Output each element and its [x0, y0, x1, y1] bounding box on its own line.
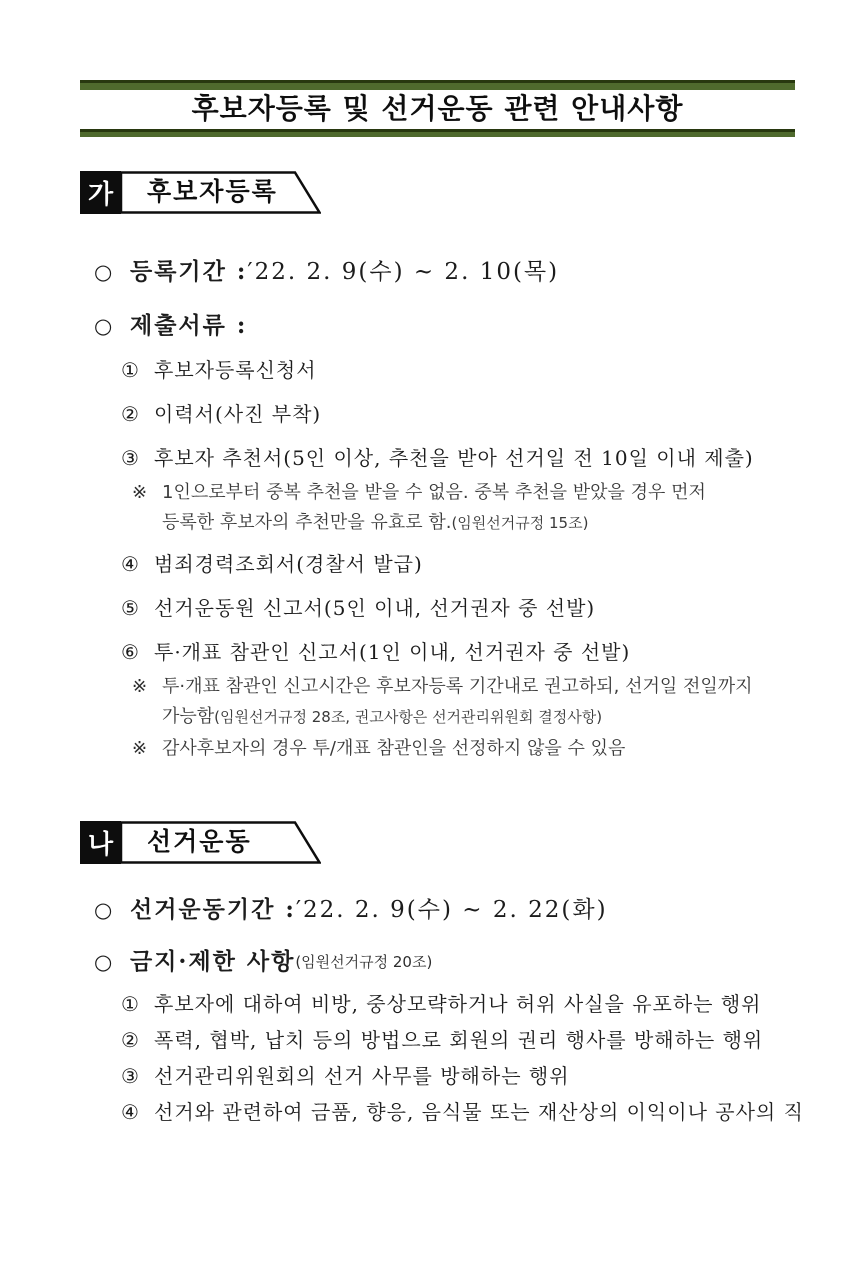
- regulation-reference: (임원선거규정 28조, 권고사항은 선거관리위원회 결정사항): [214, 708, 603, 726]
- document-item-2: [80, 400, 795, 428]
- section-a-banner: [121, 171, 321, 214]
- prohibition-item-3: [80, 1062, 795, 1090]
- item-text: 후보자에 대하여 비방, 중상모략하거나 허위 사실을 유포하는 행위: [154, 992, 762, 1016]
- prohibition-item-4: [80, 1098, 804, 1126]
- prohibited-matters-label: 금지·제한 사항: [130, 948, 296, 975]
- note-observer-report-time: [80, 672, 795, 732]
- prohibition-item-2: [80, 1026, 795, 1054]
- circle-bullet-icon: ○: [94, 950, 115, 974]
- note-text: 1인으로부터 중복 추천을 받을 수 없음. 중복 추천을 받았을 경우 먼저 등록한 후보자의 추천만을 유효로 함.(임원선거규정 15조): [162, 482, 706, 533]
- section-a-header: [80, 171, 795, 214]
- registration-period-row: [80, 256, 795, 288]
- reference-mark-icon: ※: [132, 738, 148, 759]
- regulation-reference: (임원선거규정 15조): [451, 514, 589, 532]
- item-text: 후보자등록신청서: [154, 358, 317, 382]
- note-text: 감사후보자의 경우 투/개표 참관인을 선정하지 않을 수 있음: [162, 738, 626, 759]
- regulation-reference: (임원선거규정 20조): [295, 953, 433, 971]
- campaign-period-value: ′22. 2. 9(수) ~ 2. 22(화): [295, 897, 608, 923]
- section-b-badge: 나: [80, 821, 121, 864]
- document-item-4: [80, 550, 795, 578]
- document-item-1: [80, 356, 795, 384]
- item-text: 후보자 추천서(5인 이상, 추천을 받아 선거일 전 10일 이내 제출): [154, 446, 754, 470]
- prohibited-matters-row: [80, 946, 795, 978]
- title-rule-top: [80, 80, 795, 90]
- document-item-5: [80, 594, 795, 622]
- title-rule-bottom: [80, 129, 795, 137]
- item-text: 범죄경력조회서(경찰서 발급): [154, 552, 423, 576]
- note-duplicate-recommendation: [80, 478, 795, 538]
- registration-period-value: ′22. 2. 9(수) ~ 2. 10(목): [247, 259, 560, 285]
- item-text: 선거와 관련하여 금품, 향응, 음식물 또는 재산상의 이익이나 공사의 직: [154, 1100, 804, 1124]
- item-number: ⑥: [121, 640, 140, 664]
- item-text: 이력서(사진 부착): [154, 402, 322, 426]
- registration-period-label: 등록기간 :: [130, 258, 248, 285]
- item-number: ⑤: [121, 596, 140, 620]
- item-number: ④: [121, 1100, 140, 1124]
- page-title: 후보자등록 및 선거운동 관련 안내사항: [191, 92, 684, 125]
- section-b-title: 선거운동: [147, 827, 252, 856]
- item-text: 선거운동원 신고서(5인 이내, 선거권자 중 선발): [154, 596, 596, 620]
- item-number: ②: [121, 402, 140, 426]
- reference-mark-icon: ※: [132, 482, 148, 503]
- item-text: 선거관리위원회의 선거 사무를 방해하는 행위: [154, 1064, 570, 1088]
- section-a-title: 후보자등록: [147, 177, 278, 206]
- circle-bullet-icon: ○: [94, 898, 115, 922]
- item-number: ①: [121, 992, 140, 1016]
- note-text: 투·개표 참관인 신고시간은 후보자등록 기간내로 권고하되, 선거일 전일까지 가능함(임원선거규정 28조, 권고사항은 선거관리위원회 결정사항): [162, 676, 753, 727]
- item-text: 투·개표 참관인 신고서(1인 이내, 선거권자 중 선발): [154, 640, 631, 664]
- required-documents-label: 제출서류 :: [130, 312, 248, 339]
- item-text: 폭력, 협박, 납치 등의 방법으로 회원의 권리 행사를 방해하는 행위: [154, 1028, 764, 1052]
- document-item-6: [80, 638, 795, 666]
- document-page: [0, 80, 848, 1280]
- document-item-3: [80, 444, 795, 472]
- circle-bullet-icon: ○: [94, 314, 115, 338]
- title-block: [80, 80, 795, 137]
- campaign-period-row: [80, 894, 795, 926]
- item-number: ②: [121, 1028, 140, 1052]
- campaign-period-label: 선거운동기간 :: [130, 896, 296, 923]
- item-number: ④: [121, 552, 140, 576]
- reference-mark-icon: ※: [132, 676, 148, 697]
- circle-bullet-icon: ○: [94, 260, 115, 284]
- item-number: ③: [121, 1064, 140, 1088]
- item-number: ③: [121, 446, 140, 470]
- section-b-banner: [121, 821, 321, 864]
- item-number: ①: [121, 358, 140, 382]
- section-b-header: [80, 821, 795, 864]
- required-documents-row: [80, 310, 795, 342]
- note-auditor-candidate: [80, 734, 795, 764]
- prohibition-item-1: [80, 990, 795, 1018]
- section-a-badge: 가: [80, 171, 121, 214]
